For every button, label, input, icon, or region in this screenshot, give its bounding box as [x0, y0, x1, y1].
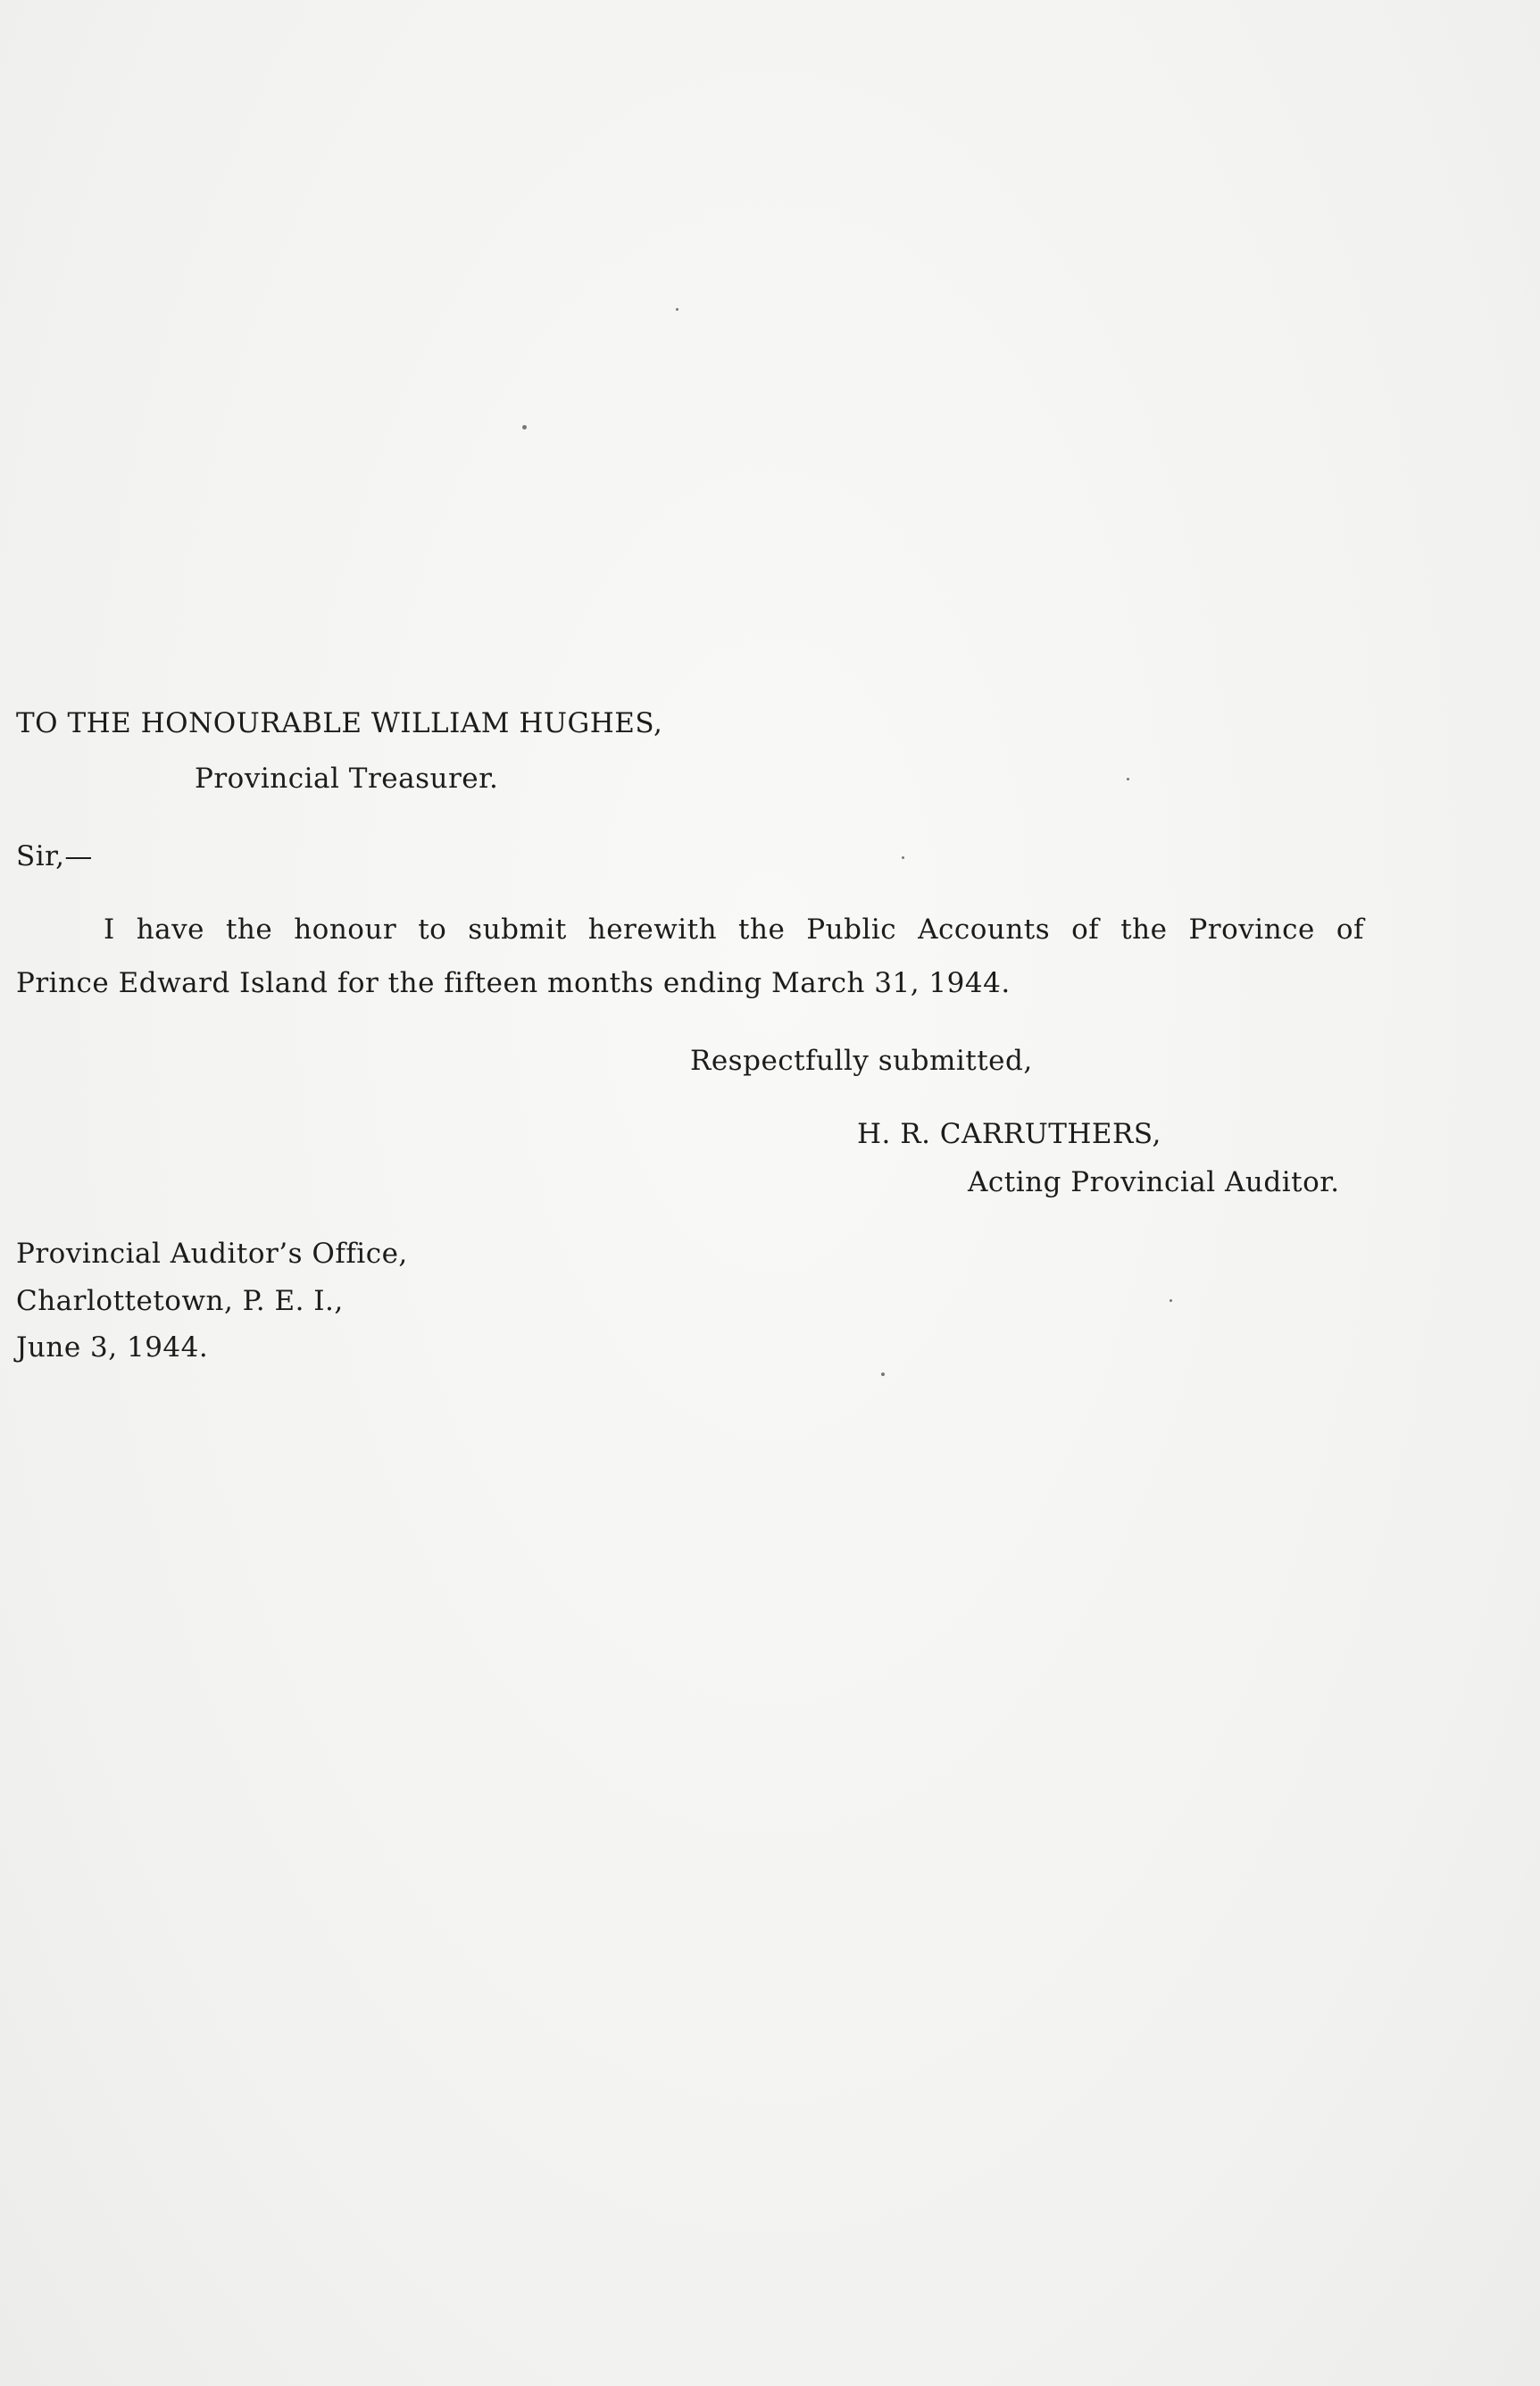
- city: Charlottetown, P. E. I.,: [16, 1285, 344, 1317]
- closing: Respectfully submitted,: [690, 1045, 1033, 1077]
- body-line-2: Prince Edward Island for the fifteen months ending March 31, 1944.: [16, 967, 1011, 999]
- office-address: Provincial Auditor’s Office,: [16, 1238, 408, 1270]
- signatory-name: H. R. CARRUTHERS,: [857, 1118, 1161, 1150]
- paper-speck: [1170, 1299, 1172, 1302]
- paper-speck: [676, 308, 678, 311]
- paper-speck: [522, 425, 527, 430]
- paper-speck: [1127, 778, 1129, 780]
- body-line-1: I have the honour to submit herewith the Public Accounts of the Province of: [104, 914, 1364, 946]
- addressee-title: Provincial Treasurer.: [195, 763, 499, 795]
- salutation: Sir,—: [16, 840, 93, 872]
- paper-speck: [902, 856, 904, 859]
- signatory-title: Acting Provincial Auditor.: [968, 1166, 1340, 1198]
- paper-speck: [881, 1372, 885, 1376]
- addressee: TO THE HONOURABLE WILLIAM HUGHES,: [16, 707, 663, 739]
- letter-date: June 3, 1944.: [16, 1331, 209, 1364]
